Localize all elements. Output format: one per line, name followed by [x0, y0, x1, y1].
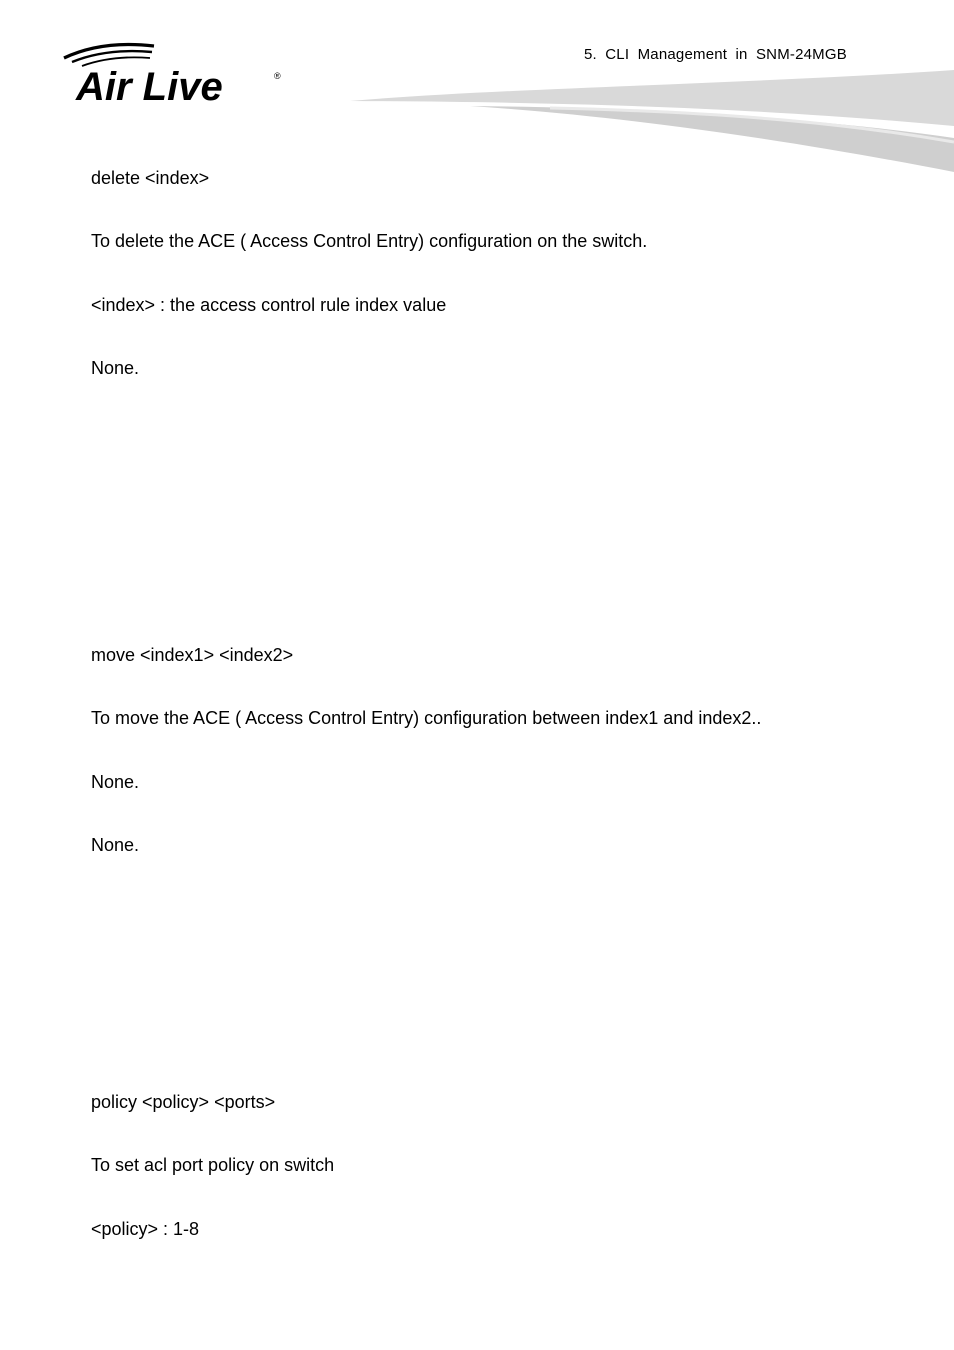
command-description-policy: To set acl port policy on switch [91, 1155, 335, 1175]
svg-text:®: ® [274, 71, 281, 81]
command-parameters-move: None. [91, 772, 140, 792]
command-syntax-move: move <index1> <index2> [91, 645, 294, 665]
command-syntax-policy: policy <policy> <ports> [91, 1092, 276, 1112]
command-parameters-delete: <index> : the access control rule index value [91, 295, 447, 315]
command-default-delete: None. [91, 358, 140, 378]
command-default-move: None. [91, 835, 140, 855]
header-swoosh-decoration [350, 66, 954, 178]
logo-text: Air Live [76, 65, 223, 109]
command-syntax-delete: delete <index> [91, 168, 210, 188]
command-parameters-policy: <policy> : 1-8 [91, 1219, 200, 1239]
airlive-logo [62, 40, 292, 110]
command-description-delete: To delete the ACE ( Access Control Entry) configuration on the switch. [91, 231, 648, 251]
command-description-move: To move the ACE ( Access Control Entry) configuration between index1 and index2.. [91, 708, 762, 728]
chapter-header: 5. CLI Management in SNM-24MGB [584, 46, 847, 63]
